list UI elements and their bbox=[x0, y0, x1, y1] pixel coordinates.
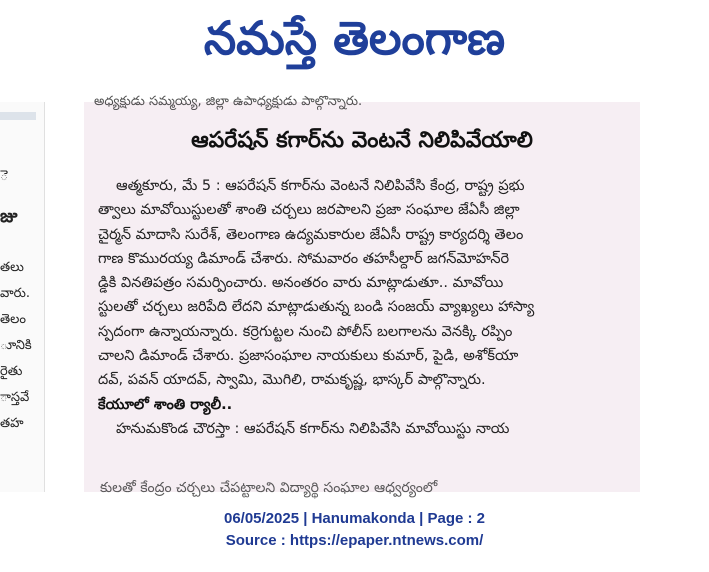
cut-off-top-line: అధ్యక్షుడు సమ్మయ్య, జిల్లా ఉపాధ్యక్షుడు పాల్గొన్నారు. bbox=[94, 94, 363, 109]
newspaper-masthead: నమస్తే తెలంగాణ bbox=[203, 11, 506, 65]
cut-off-bottom-line: కులతో కేంద్రం చర్చలు చేపట్టాలని విద్యార్థి సంఘాల ఆధ్వర్యంలో bbox=[100, 480, 438, 496]
column-rule bbox=[0, 112, 36, 120]
article-body bbox=[98, 174, 628, 441]
body-line: చాలని డిమాండ్ చేశారు. ప్రజాసంఘాల నాయకులు కుమార్, పైడి, అశోక్‌యా bbox=[98, 348, 519, 365]
body-line: హనుమకొండ చౌరస్తా : ఆపరేషన్ కగార్‌ను నిలిపివేసి మావోయిస్టు నాయ bbox=[116, 420, 510, 437]
article-subheading: కేయూలో శాంతి ర్యాలీ.. bbox=[98, 396, 233, 413]
body-line: త్వాలు మావోయిస్టులతో శాంతి చర్చలు జరపాలని ప్రజా సంఘాల జేఏసీ జిల్లా bbox=[98, 202, 520, 219]
left-fragment: తలు bbox=[0, 260, 24, 275]
body-line: దవ్, పవన్ యాదవ్, స్వామి, మొగిలి, రామకృష్ణ, భాస్కర్ పాల్గొన్నారు. bbox=[98, 372, 486, 389]
source-footer bbox=[0, 508, 709, 552]
body-line: స్టులతో చర్చలు జరిపేది లేదని మాట్లాడుతున్న బండి సంజయ్ వ్యాఖ్యలు హాస్యా bbox=[98, 299, 535, 316]
left-fragment: రైతు bbox=[0, 364, 23, 379]
left-fragment: ూనికి bbox=[0, 338, 32, 353]
adjacent-column-clip bbox=[0, 102, 45, 492]
left-fragment: జు bbox=[0, 206, 18, 227]
left-fragment: తహ bbox=[0, 416, 24, 431]
left-fragment: వారు. bbox=[0, 286, 30, 301]
article-clipping bbox=[84, 94, 640, 496]
body-line: గాణ కొమురయ్య డిమాండ్ చేశారు. సోమవారం తహసీల్దార్ జగన్‌మోహన్‌రె bbox=[98, 250, 510, 267]
body-line: చైర్మన్ మాదాసి సురేశ్, తెలంగాణ ఉద్యమకారుల జేఏసీ రాష్ట్ర కార్యదర్శి తెలం bbox=[98, 226, 524, 243]
date-edition-page: 06/05/2025 | Hanumakonda | Page : 2 bbox=[223, 510, 485, 527]
source-url: Source : https://epaper.ntnews.com/ bbox=[225, 532, 484, 549]
body-line: ఆత్మకూరు, మే 5 : ఆపరేషన్ కగార్‌ను వెంటనే నిలిపివేసి కేంద్ర, రాష్ట్ర ప్రభు bbox=[116, 178, 525, 194]
left-fragment: ాస్తవే bbox=[0, 390, 30, 405]
left-fragment: ె bbox=[0, 168, 9, 184]
left-fragment: తెలం bbox=[0, 312, 26, 327]
body-line: స్పదంగా ఉన్నాయన్నారు. కర్రెగుట్టల నుంచి పోలీస్ బలగాలను వెనక్కి రప్పిం bbox=[98, 323, 513, 340]
article-headline: ఆపరేషన్ కగార్‌ను వెంటనే నిలిపివేయాలి bbox=[191, 128, 533, 153]
body-line: డ్డికి వినతిపత్రం సమర్పించారు. అనంతరం వారు మాట్లాడుతూ.. మావోయి bbox=[98, 275, 504, 292]
